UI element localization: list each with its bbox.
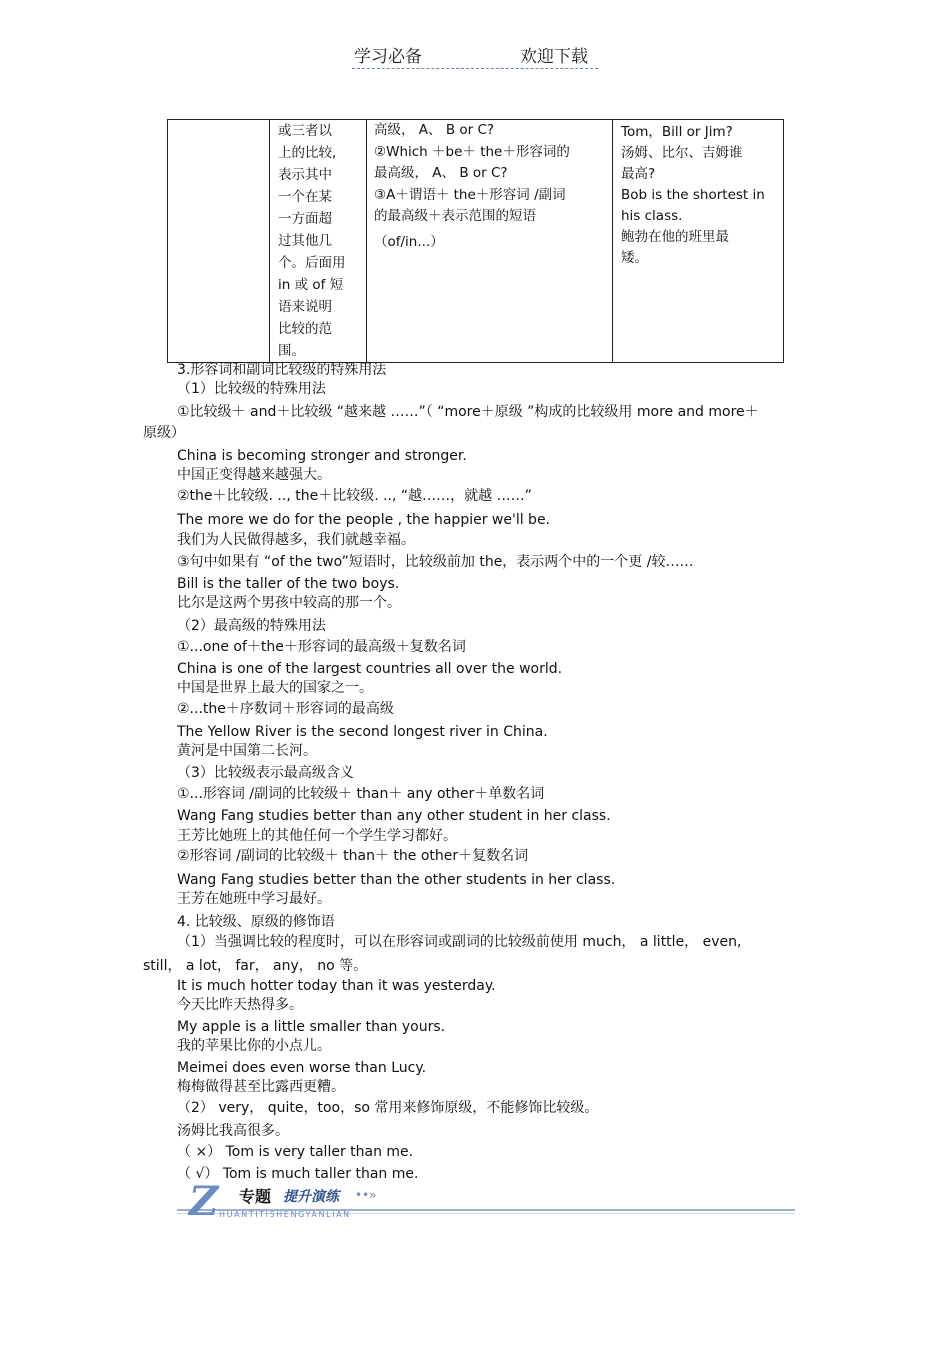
- section-heading: 3.形容词和副词比较级的特殊用法: [177, 362, 387, 378]
- example-zh: 中国正变得越来越强大。: [177, 467, 331, 483]
- cell-line: 语来说明: [278, 299, 332, 315]
- section-heading: 4. 比较级、原级的修饰语: [177, 914, 335, 930]
- rule-text: ②...the＋序数词＋形容词的最高级: [177, 701, 394, 717]
- example-en: Wang Fang studies better than any other student in her class.: [177, 808, 611, 824]
- example-en: Bill is the taller of the two boys.: [177, 576, 400, 592]
- rule-text: ②the＋比较级. .., the＋比较级. .., “越……，就越 ……”: [177, 488, 532, 504]
- cell-line: 上的比较,: [278, 145, 337, 161]
- grammar-table: [167, 119, 784, 363]
- banner-z-logo: Z: [189, 1178, 215, 1225]
- example-en: China is one of the largest countries all over the world.: [177, 661, 563, 677]
- page-header: [352, 42, 598, 69]
- topic-practice-banner: [177, 1178, 795, 1225]
- double-chevron-icon: ••»: [355, 1188, 377, 1202]
- rule-text: ②形容词 /副词的比较级＋ than＋ the other＋复数名词: [177, 848, 529, 864]
- example-zh: 中国是世界上最大的国家之一。: [177, 680, 373, 696]
- banner-subtitle: 提升演练: [283, 1189, 339, 1205]
- banner-pinyin: HUANTITISHENGYANLIAN: [219, 1210, 351, 1219]
- cell-line: 最高级， A、 B or C?: [374, 165, 508, 181]
- cell-line: in 或 of 短: [278, 277, 344, 293]
- example-zh: 王芳在她班中学习最好。: [177, 891, 331, 907]
- rule-text: ①比较级＋ and＋比较级 “越来越 ……”（ “more＋原级 ”构成的比较级用 more and more＋: [177, 404, 759, 420]
- cell-line: 汤姆、比尔、吉姆谁: [621, 145, 743, 161]
- example-en: Meimei does even worse than Lucy.: [177, 1060, 427, 1076]
- example-en: China is becoming stronger and stronger.: [177, 448, 467, 464]
- subsection-heading: （3）比较级表示最高级含义: [177, 765, 354, 781]
- subsection-heading: （2） very， quite，too，so 常用来修饰原级，不能修饰比较级。: [177, 1100, 599, 1116]
- table-row: [168, 120, 784, 363]
- rule-text: ①...one of＋the＋形容词的最高级＋复数名词: [177, 639, 466, 655]
- wrong-example: （ ×） Tom is very taller than me.: [177, 1144, 414, 1160]
- cell-line: 或三者以: [278, 123, 332, 139]
- cell-line: ③A＋谓语＋ the＋形容词 /副词: [374, 186, 566, 203]
- cell-line: 鲍勃在他的班里最: [621, 229, 729, 245]
- example-zh: 汤姆比我高很多。: [177, 1123, 289, 1139]
- example-zh: 梅梅做得甚至比露西更糟。: [177, 1079, 345, 1095]
- example-en: The Yellow River is the second longest river in China.: [177, 724, 548, 740]
- cell-line: 一个在某: [278, 189, 332, 205]
- table-cell-empty: [168, 120, 270, 363]
- rule-text: still， a lot， far， any， no 等。: [143, 958, 368, 974]
- example-en: The more we do for the people , the happier we'll be.: [177, 512, 551, 528]
- cell-line: Bob is the shortest in: [621, 187, 765, 203]
- header-left-text: 学习必备: [354, 47, 422, 67]
- cell-line: 比较的范: [278, 321, 332, 337]
- subsection-heading: （2）最高级的特殊用法: [177, 618, 326, 634]
- cell-line: 一方面超: [278, 211, 332, 227]
- cell-line: ②Which ＋be＋ the＋形容词的: [374, 143, 570, 160]
- header-right-text: 欢迎下载: [520, 47, 588, 67]
- right-example: （ √） Tom is much taller than me.: [177, 1166, 419, 1182]
- cell-line: 高级， A、 B or C?: [374, 122, 495, 138]
- cell-line: 过其他几: [278, 233, 332, 249]
- example-zh: 我的苹果比你的小点儿。: [177, 1038, 331, 1054]
- cell-line: 最高?: [621, 166, 656, 182]
- cell-line: 矮。: [621, 250, 648, 266]
- cell-line: （of/in...）: [374, 233, 444, 250]
- rule-text: ①...形容词 /副词的比较级＋ than＋ any other＋单数名词: [177, 786, 545, 802]
- table-cell-example: [613, 120, 784, 363]
- cell-line: Tom，Bill or Jim?: [621, 124, 733, 140]
- example-zh: 黄河是中国第二长河。: [177, 743, 317, 759]
- example-zh: 比尔是这两个男孩中较高的那一个。: [177, 595, 401, 611]
- rule-text: ③句中如果有 “of the two”短语时，比较级前加 the，表示两个中的一个更 /较……: [177, 554, 694, 570]
- cell-line: 个。后面用: [278, 255, 346, 271]
- cell-line: his class.: [621, 208, 683, 224]
- example-zh: 我们为人民做得越多，我们就越幸福。: [177, 532, 415, 548]
- cell-line: 表示其中: [278, 167, 332, 183]
- example-en: It is much hotter today than it was yesterday.: [177, 978, 496, 994]
- banner-title: 专题: [239, 1187, 272, 1206]
- example-en: My apple is a little smaller than yours.: [177, 1019, 446, 1035]
- cell-line: 的最高级＋表示范围的短语: [374, 208, 536, 224]
- rule-text: （1）当强调比较的程度时，可以在形容词或副词的比较级前使用 much， a little， even,: [177, 934, 742, 950]
- subsection-heading: （1）比较级的特殊用法: [177, 381, 326, 397]
- example-zh: 王芳比她班上的其他任何一个学生学习都好。: [177, 828, 457, 844]
- rule-text: 原级）: [143, 425, 185, 441]
- example-zh: 今天比昨天热得多。: [177, 997, 303, 1013]
- table-cell-usage: [270, 120, 367, 363]
- table-cell-structure: [367, 120, 613, 363]
- cell-line: 围。: [278, 343, 305, 359]
- example-en: Wang Fang studies better than the other students in her class.: [177, 872, 616, 888]
